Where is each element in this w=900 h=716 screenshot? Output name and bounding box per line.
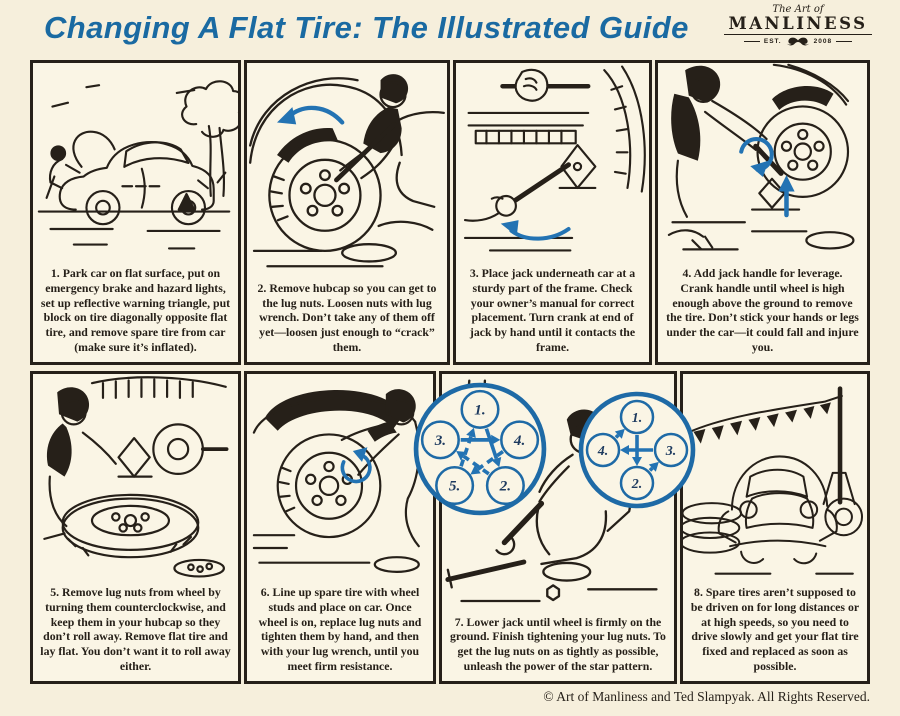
mount-spare-tire-scene [247, 374, 433, 583]
hub-rotation-arrow-icon [342, 447, 369, 481]
panel-3 [453, 60, 652, 365]
panel-1-illustration [33, 63, 238, 264]
panel-8 [680, 371, 870, 684]
lug-number: 2. [499, 477, 512, 495]
panel-6-illustration [247, 374, 433, 583]
counterclockwise-arrow-icon [277, 107, 342, 124]
panel-5 [30, 371, 241, 684]
logo-established-row [724, 37, 872, 46]
panel-6 [244, 371, 436, 684]
beetle-roadside-scene [33, 63, 238, 264]
panel-3-illustration [456, 63, 649, 264]
panel-8-caption: 8. Spare tires aren’t supposed to be driven on for long distances or at high speeds, so you need to drive slowly and get your flat tire fixed and replaced as soon as possible. [690, 584, 860, 674]
panel-5-caption: 5. Remove lug nuts from wheel by turning them counterclockwise, and keep them in your hubcap so they don’t roll away. Remove flat tire and lay flat. You don’t want it to roll away either. [40, 584, 231, 674]
crank-jack-scene [658, 63, 867, 264]
lug-number: 2. [631, 477, 643, 492]
panel-2 [244, 60, 450, 365]
panel-2-caption: 2. Remove hubcap so you can get to the lug nuts. Loosen nuts with lug wrench. Don’t take any of them off yet—loosen just enough to “crack” them. [257, 280, 437, 355]
panel-2-illustration [247, 63, 447, 279]
lug-number: 3. [665, 444, 677, 459]
four-lug-cross-pattern-diagram [578, 391, 696, 509]
place-jack-scene [456, 63, 649, 264]
panel-1-caption: 1. Park car on flat surface, put on emergency brake and hazard lights, set up reflective warning triangle, put block on tire diagonally opposite flat tire, and remove spare tire from car (make sure it’s inflated). [40, 265, 231, 355]
copyright-notice: © Art of Manliness and Ted Slampyak. All Rights Reserved. [543, 689, 870, 704]
panel-4-illustration [658, 63, 867, 264]
logo-name: MANLINESS [724, 15, 872, 35]
panel-4-caption: 4. Add jack handle for leverage. Crank handle until wheel is high enough above the ground to remove the tire. Don’t stick your hands or legs under the car—it could fall and injure you. [666, 265, 859, 355]
sequence-arrow [616, 435, 618, 437]
logo-rule-left [744, 41, 760, 42]
panel-7-caption: 7. Lower jack until wheel is firmly on the ground. Finish tightening your lug nuts. To get the lug nuts on as tightly as possible, unleash the power of the star pattern. [450, 614, 666, 674]
crank-rotation-arrow-icon [501, 220, 569, 239]
logo-est-label: EST. [763, 38, 782, 45]
panel-3-caption: 3. Place jack underneath car at a sturdy part of the frame. Check your owner’s manual for correct placement. Turn crank at end of jack by hand until it contacts the frame. [469, 265, 636, 355]
logo-top-text: The Art of [772, 4, 824, 15]
drive-to-tire-shop-scene [683, 374, 867, 583]
five-lug-star-pattern-diagram [413, 382, 547, 516]
panel-8-illustration [683, 374, 867, 583]
lug-number: 1. [631, 411, 643, 426]
panel-4 [655, 60, 870, 365]
logo-rule-right [836, 41, 852, 42]
mustache-icon [786, 37, 810, 46]
lug-number: 4. [513, 431, 526, 449]
panel-1 [30, 60, 241, 365]
lug-number: 1. [474, 401, 486, 419]
panel-5-illustration [33, 374, 238, 583]
logo-est-year: 2008 [813, 38, 833, 45]
panel-6-caption: 6. Line up spare tire with wheel studs and place on car. Once wheel is on, replace lug nuts and tighten them by hand, and then with your lug wrench, until you meet firm resistance. [258, 584, 422, 674]
lug-number: 5. [448, 477, 461, 495]
lug-number: 4. [597, 444, 609, 459]
art-of-manliness-logo [724, 5, 872, 46]
loosen-lug-nuts-scene [247, 63, 447, 279]
lug-number: 3. [434, 431, 447, 449]
sequence-arrow [650, 468, 652, 470]
remove-flat-tire-scene [33, 374, 238, 583]
page-title: Changing A Flat Tire: The Illustrated Guide [44, 10, 689, 45]
